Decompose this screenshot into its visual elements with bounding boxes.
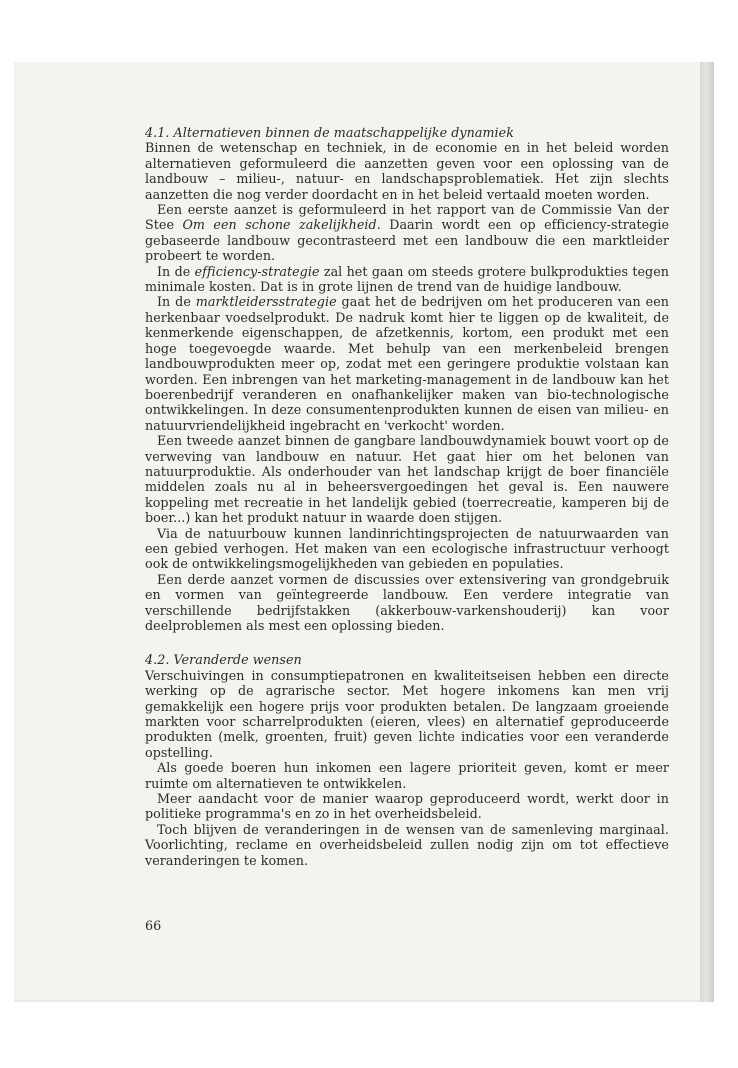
paragraph xyxy=(145,294,669,433)
paragraph: Een tweede aanzet binnen de gangbare landbouwdynamiek bouwt voort op de verweving van landbouw en natuur. Het gaat hier om het belonen van natuurproduktie. Als onderhouder van het landschap krijgt de boer financiële middelen zoals nu al in beheersvergoedingen het geval is. Een nauwere koppeling met recreatie in het landelijk gebied (toerrecreatie, kamperen bij de boer...) kan het produkt natuur in waarde doen stijgen. xyxy=(145,433,669,526)
emphasis-term: marktleidersstrategie xyxy=(195,294,337,310)
paragraph: Via de natuurbouw kunnen landinrichtingsprojecten de natuurwaarden van een gebied verhogen. Het maken van een ecologische infrastructuur verhoogt ook de ontwikkelingsmogelijkheden van gebieden en populaties. xyxy=(145,525,669,572)
paragraph-text: Een eerste aanzet is geformuleerd in het rapport van de Commissie Van der Stee xyxy=(145,202,669,233)
paragraph xyxy=(145,264,669,295)
paragraph-text: Daarin wordt een op efficiency-strategie gebaseerde landbouw gecontrasteerd met een landbouw die een marktleider probeert te worden. xyxy=(145,217,669,264)
paragraph: Toch blijven de veranderingen in de wensen van de samenleving marginaal. Voorlichting, reclame en overheidsbeleid zullen nodig zijn om tot effectieve veranderingen te komen. xyxy=(145,821,669,868)
paragraph: Binnen de wetenschap en techniek, in de economie en in het beleid worden alternatieven geformuleerd die aanzetten geven voor een oplossing van de landbouw – milieu-, natuur- en landschapsproblematiek. Het zijn slechts aanzetten die nog verder doordacht en in het beleid vertaald moeten worden. xyxy=(145,140,669,202)
paragraph: Verschuivingen in consumptiepatronen en kwaliteitseisen hebben een directe werking op de agrarische sector. Met hogere inkomens kan men vrij gemakkelijk een hogere prijs voor produkten betalen. De langzaam groeiende markten voor scharrelprodukten (eieren, vlees) en alternatief geproduceerde produkten (melk, groenten, fruit) geven lichte indicaties voor een veranderde opstelling. xyxy=(145,667,669,760)
paragraph-text: In de xyxy=(157,263,195,279)
emphasis-term: efficiency-strategie xyxy=(194,263,320,279)
page-edge xyxy=(700,62,714,1002)
paragraph: Als goede boeren hun inkomen een lagere prioriteit geven, komt er meer ruimte om alternatieven te ontwikkelen. xyxy=(145,760,669,791)
section-heading-4-1: 4.1. Alternatieven binnen de maatschappelijke dynamiek xyxy=(145,125,514,140)
page-number: 66 xyxy=(145,918,162,933)
paragraph-text: In de xyxy=(157,294,196,310)
paragraph-text: gaat het de bedrijven om het produceren van een herkenbaar voedselprodukt. De nadruk komt hier te liggen op de kwaliteit, de kenmerkende eigenschappen, de afzetkennis, kortom, een produkt met een hoge toegevoegde waarde. Met behulp van een merkenbeleid brengen landbouwprodukten meer op, zodat met een geringere produktie volstaan kan worden. Een inbrengen van het marketing-management in de landbouw kan het boerenbedrijf veranderen en onafhankelijker maken van bio-technologische ontwikkelingen. In deze consumentenprodukten kunnen de eisen van milieu- en natuurvriendelijkheid ingebracht en 'verkocht' worden. xyxy=(145,294,669,433)
paragraph-text: zal het gaan om steeds grotere bulkprodukties tegen minimale kosten. Dat is in grote lijnen de trend van de huidige landbouw. xyxy=(145,263,670,295)
paragraph xyxy=(145,202,669,264)
section-heading-4-2: 4.2. Veranderde wensen xyxy=(145,652,302,668)
paragraph: Meer aandacht voor de manier waarop geproduceerd wordt, werkt door in politieke programma's en zo in het overheidsbeleid. xyxy=(145,791,669,822)
paragraph: Een derde aanzet vormen de discussies over extensivering van grondgebruik en vormen van geïntegreerde landbouw. Een verdere integratie van verschillende bedrijfstakken (akkerbouw-varkenshouderij) kan voor deelproblemen als mest een oplossing bieden. xyxy=(145,571,669,633)
report-title: Om een schone zakelijkheid. xyxy=(182,217,381,233)
body-text xyxy=(145,125,669,868)
